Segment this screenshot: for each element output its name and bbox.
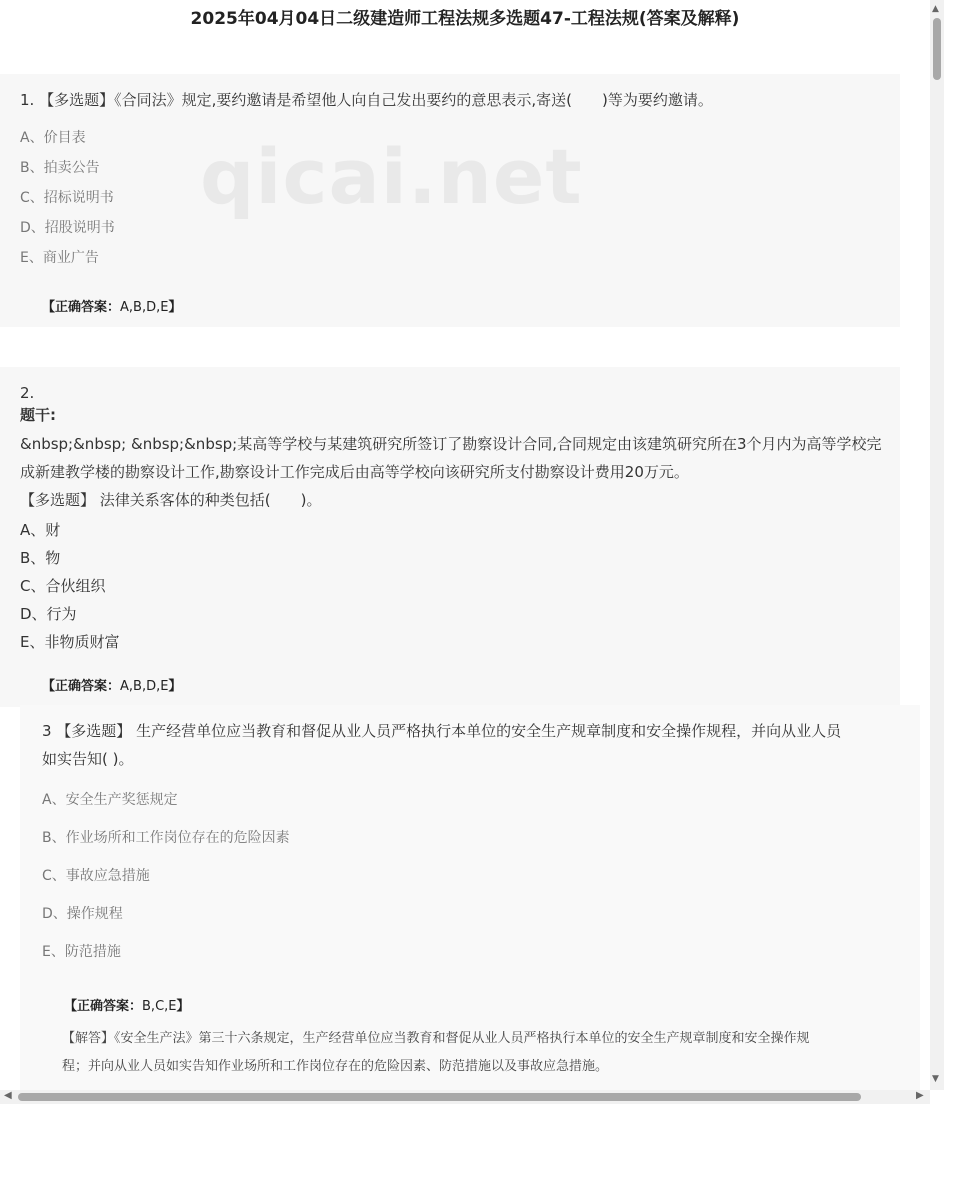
page-title: 2025年04月04日二级建造师工程法规多选题47-工程法规(答案及解释) xyxy=(190,9,740,29)
scroll-up-arrow-icon[interactable]: ▲ xyxy=(932,4,939,14)
q2-option-c: C、合伙组织 xyxy=(20,577,106,595)
scroll-down-arrow-icon[interactable]: ▼ xyxy=(932,1074,939,1084)
q3-option-d: D、操作规程 xyxy=(42,906,123,922)
q2-option-e: E、非物质财富 xyxy=(20,633,120,651)
question-card-2 xyxy=(0,367,900,707)
q1-option-e: E、商业广告 xyxy=(20,250,99,266)
horizontal-scroll-thumb[interactable] xyxy=(18,1093,861,1101)
question-2-stem-line2: 成新建教学楼的勘察设计工作,勘察设计工作完成后由高等学校向该研究所支付勘察设计费用20万元。 xyxy=(20,463,689,481)
question-2-stem-line1: &nbsp;&nbsp; &nbsp;&nbsp;某高等学校与某建筑研究所签订了勘察设计合同,合同规定由该建筑研究所在3个月内为高等学校完 xyxy=(20,435,882,453)
question-2-text: 【多选题】 法律关系客体的种类包括( )。 xyxy=(20,491,322,509)
scroll-left-arrow-icon[interactable]: ◀ xyxy=(4,1090,12,1101)
q3-explanation-line1: 【解答】《安全生产法》第三十六条规定，生产经营单位应当教育和督促从业人员严格执行本单位的安全生产规章制度和安全操作规 xyxy=(62,1031,810,1046)
question-3-text-line2: 如实告知( )。 xyxy=(42,750,134,768)
question-1-text: 1. 【多选题】《合同法》规定,要约邀请是希望他人向自己发出要约的意思表示,寄送( )等为要约邀请。 xyxy=(20,91,713,109)
q3-answer-value: B,C,E xyxy=(142,999,177,1014)
q1-option-c: C、招标说明书 xyxy=(20,190,114,206)
q3-explanation-line2: 程；并向从业人员如实告知作业场所和工作岗位存在的危险因素、防范措施以及事故应急措施。 xyxy=(62,1059,609,1074)
scroll-right-arrow-icon[interactable]: ▶ xyxy=(916,1090,924,1101)
vertical-scroll-thumb[interactable] xyxy=(933,18,941,80)
q1-answer-value: A,B,D,E xyxy=(120,300,169,315)
q3-option-a: A、安全生产奖惩规定 xyxy=(42,792,178,808)
q1-option-a: A、价目表 xyxy=(20,130,86,146)
q2-option-a: A、财 xyxy=(20,521,61,539)
vertical-scrollbar[interactable] xyxy=(930,0,944,1090)
q3-option-b: B、作业场所和工作岗位存在的危险因素 xyxy=(42,830,290,846)
q1-option-d: D、招股说明书 xyxy=(20,220,115,236)
q2-option-d: D、行为 xyxy=(20,605,77,623)
question-card-3 xyxy=(20,705,920,1090)
question-2-number: 2. xyxy=(20,384,35,402)
question-2-stem-label: 题干: xyxy=(20,406,56,424)
horizontal-scrollbar[interactable] xyxy=(0,1090,930,1104)
question-3-text-line1: 3 【多选题】 生产经营单位应当教育和督促从业人员严格执行本单位的安全生产规章制度和安全操作规程，并向从业人员 xyxy=(42,722,842,740)
q2-answer-value: A,B,D,E xyxy=(120,679,169,694)
q3-answer: 【正确答案：B,C,E】 xyxy=(64,999,190,1014)
q2-answer: 【正确答案：A,B,D,E】 xyxy=(42,679,182,694)
q3-option-c: C、事故应急措施 xyxy=(42,868,150,884)
watermark: qicai.net xyxy=(200,132,583,221)
q2-option-b: B、物 xyxy=(20,549,61,567)
q3-option-e: E、防范措施 xyxy=(42,944,121,960)
q1-option-b: B、拍卖公告 xyxy=(20,160,100,176)
q1-answer: 【正确答案：A,B,D,E】 xyxy=(42,300,182,315)
